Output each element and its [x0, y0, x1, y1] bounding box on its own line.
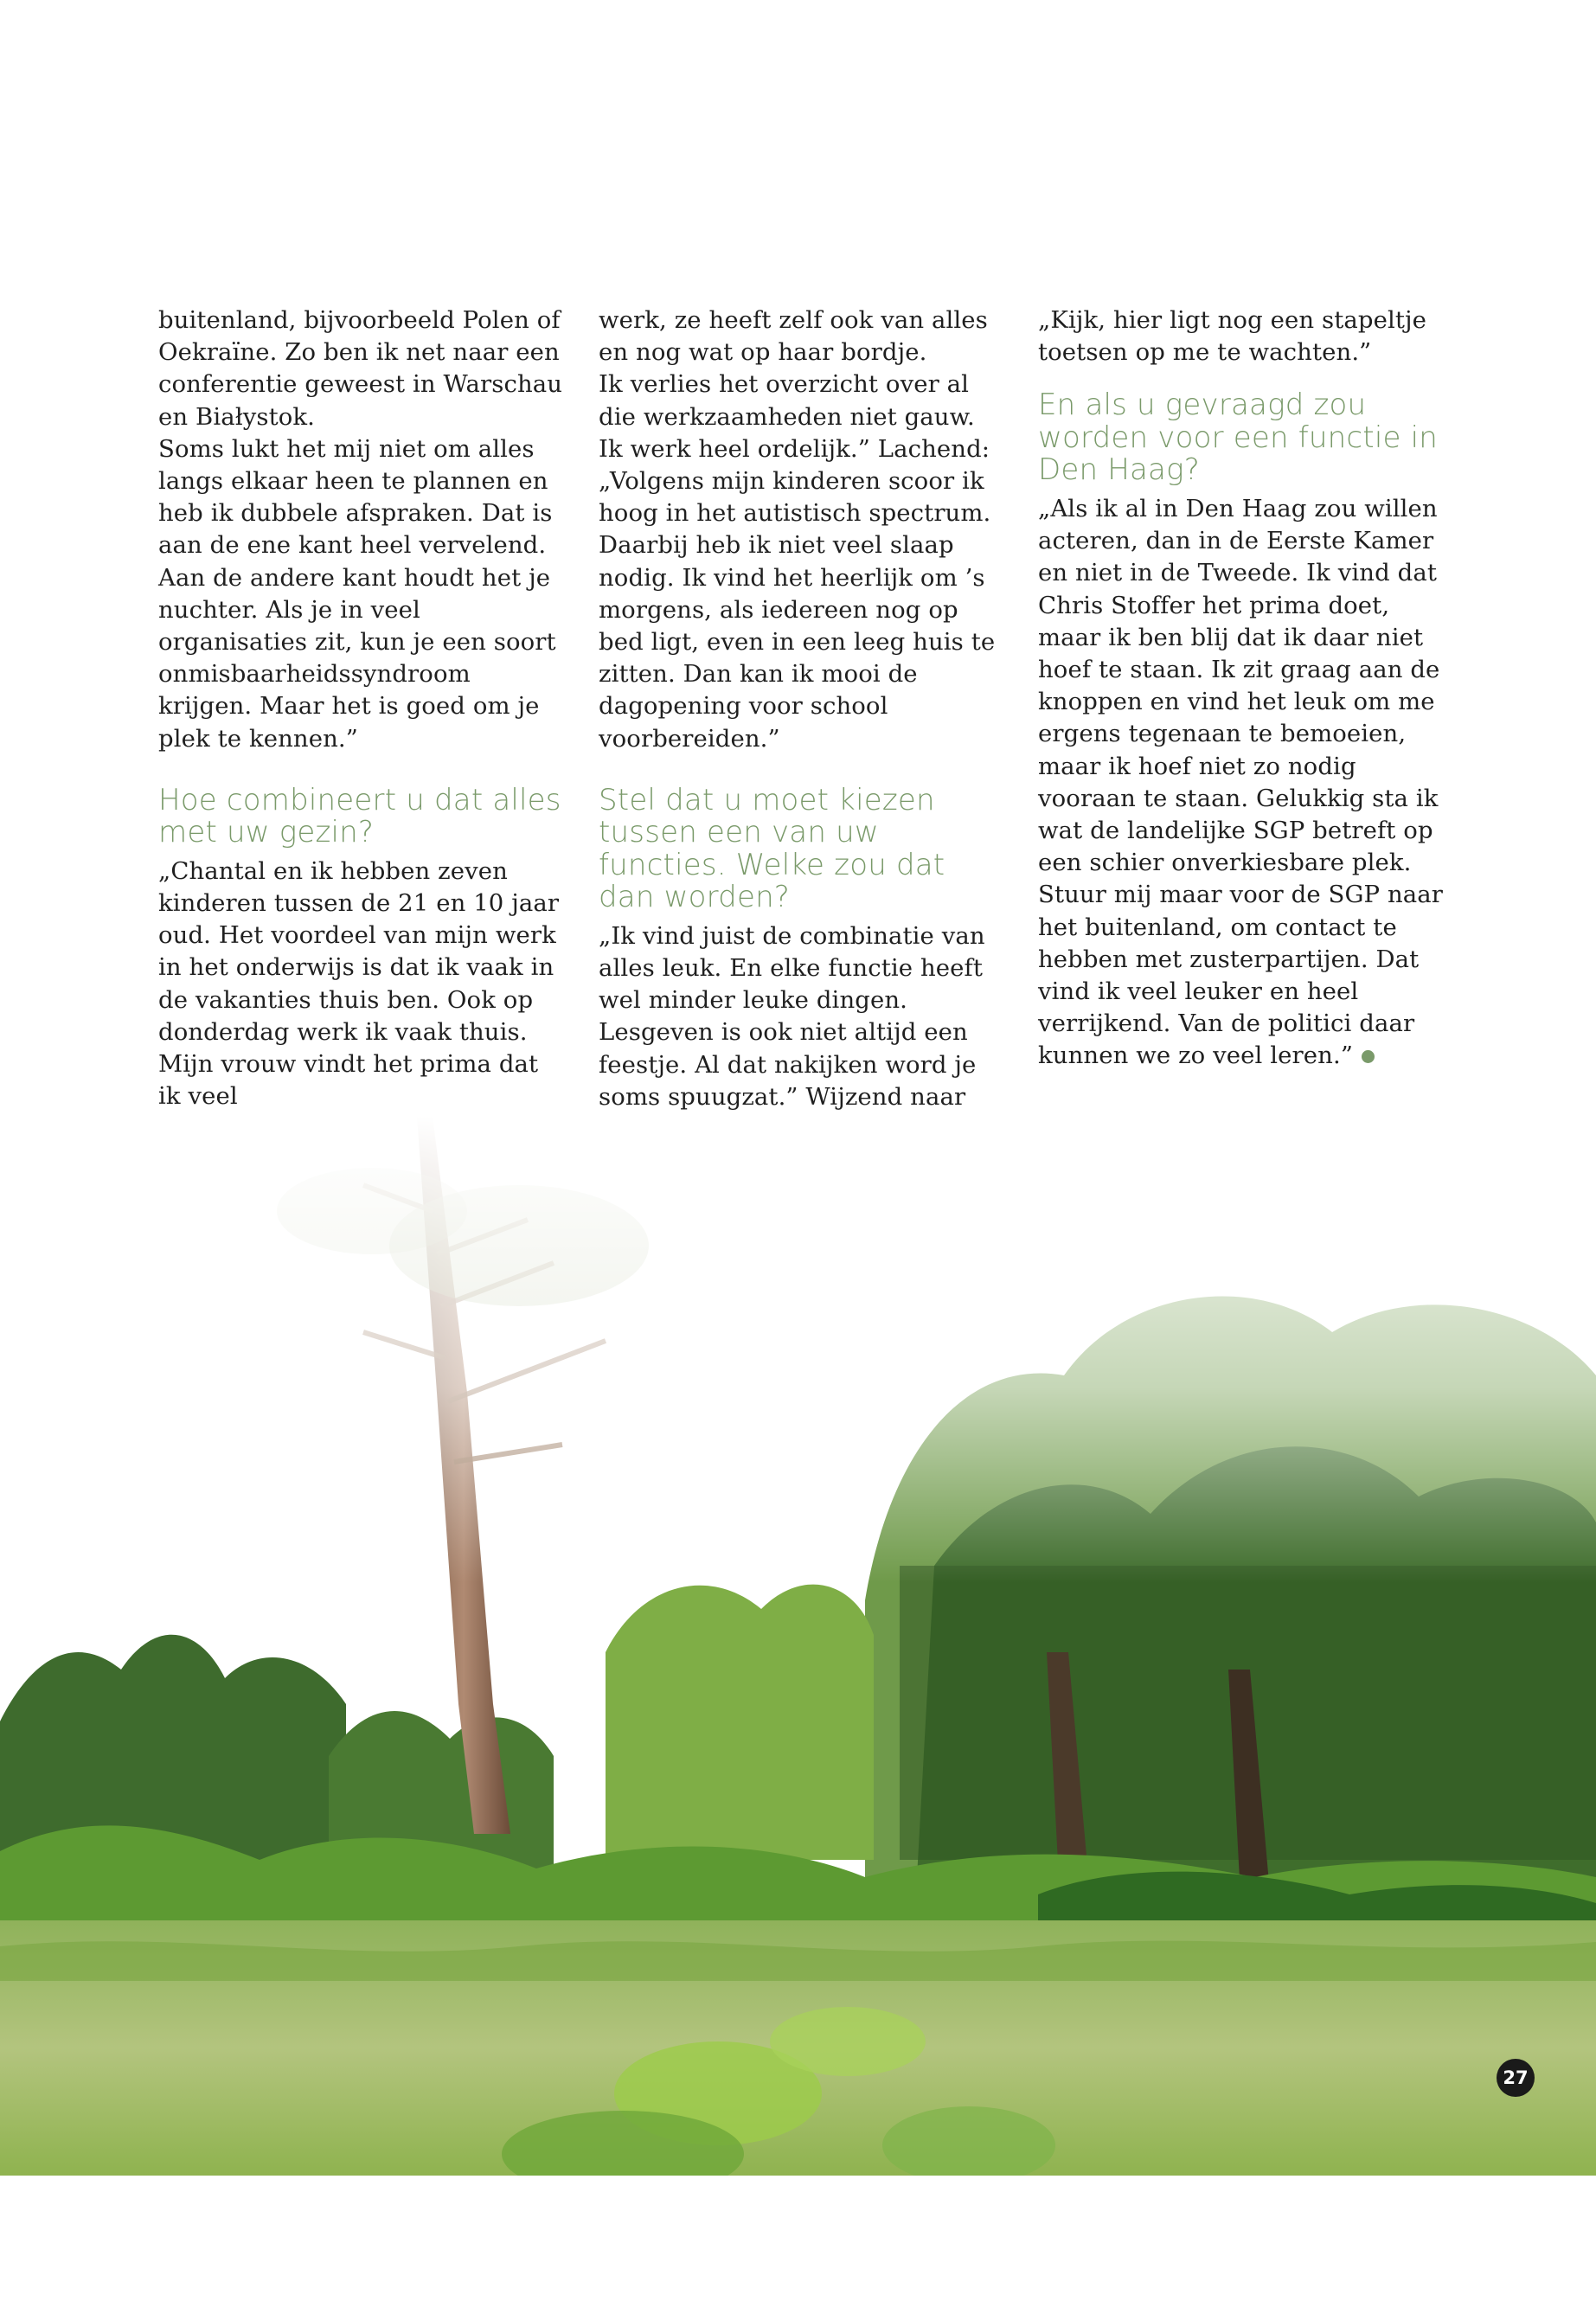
article-column-3 — [1038, 304, 1453, 1073]
paragraph: „Chantal en ik hebben zeven kinderen tussen de 21 en 10 jaar oud. Het voordeel van mijn werk in het onderwijs is dat ik vaak in de vakanties thuis ben. Ook op donderdag werk ik vaak thuis. Mijn vrouw vindt het prima dat ik veel — [158, 856, 560, 1111]
page-number-badge: 27 — [1497, 2059, 1535, 2097]
paragraph: „Ik vind juist de combinatie van alles leuk. En elke functie heeft wel minder leuke dingen. Lesgeven is ook niet altijd een feestje. Al dat nakijken word je soms spuugzat.” Wijzend naar — [599, 921, 985, 1111]
end-of-article-dot — [1362, 1050, 1375, 1063]
article-column-2 — [599, 304, 1005, 1145]
paragraph: Ik verlies het overzicht over al die werkzaamheden niet gauw. Ik werk heel ordelijk.” Lachend: „Volgens mijn kinderen scoor ik hoog in het autistisch spectrum. Daarbij heb ik niet veel slaap nodig. Ik vind het heerlijk om ’s morgens, als iedereen nog op bed ligt, even in een leeg huis te zitten. Dan kan ik mooi de dagopening voor school voorbereiden.” — [599, 370, 996, 753]
paragraph-text: „Als ik al in Den Haag zou willen acteren, dan in de Eerste Kamer en niet in de Tweede. Ik vind dat Chris Stoffer het prima doet, maar ik ben blij dat ik daar niet hoef te staan. Ik zit graag aan de knoppen en vind het leuk om me ergens tegenaan te bemoeien, maar ik hoef niet zo nodig vooraan te staan. Gelukkig sta ik wat de landelijke SGP betreft op een schier onverkiesbare plek. Stuur mij maar voor de SGP naar het buitenland, om contact te hebben met zusterpartijen. Dat vind ik veel leuker en heel verrijkend. Van de politici daar kunnen we zo veel leren.” — [1038, 494, 1444, 1070]
section-heading: Hoe combineert u dat alles met uw gezin? — [158, 782, 561, 850]
paragraph: Soms lukt het mij niet om alles langs elkaar heen te plannen en heb ik dubbele afspraken. Dat is aan de ene kant heel vervelend. Aan de andere kant houdt het je nuchter. Als je in veel organisaties zit, kun je een soort onmisbaarheidssyndroom krijgen. Maar het is goed om je plek te kennen.” — [158, 434, 556, 753]
paragraph: buitenland, bijvoorbeeld Polen of Oekraïne. Zo ben ik net naar een conferentie geweest in Warschau en Białystok. — [158, 306, 563, 431]
article-column-1 — [158, 304, 565, 1112]
paragraph: werk, ze heeft zelf ook van alles en nog wat op haar bordje. — [599, 306, 988, 367]
paragraph — [1038, 493, 1453, 1073]
section-heading: En als u gevraagd zou worden voor een functie in Den Haag? — [1038, 388, 1439, 488]
paragraph: „Kijk, hier ligt nog een stapeltje toetsen op me te wachten.” — [1038, 306, 1427, 367]
forest-photo — [0, 1116, 1596, 2176]
section-heading: Stel dat u moet kiezen tussen een van uw functies. Welke zou dat dan worden? — [599, 782, 945, 915]
